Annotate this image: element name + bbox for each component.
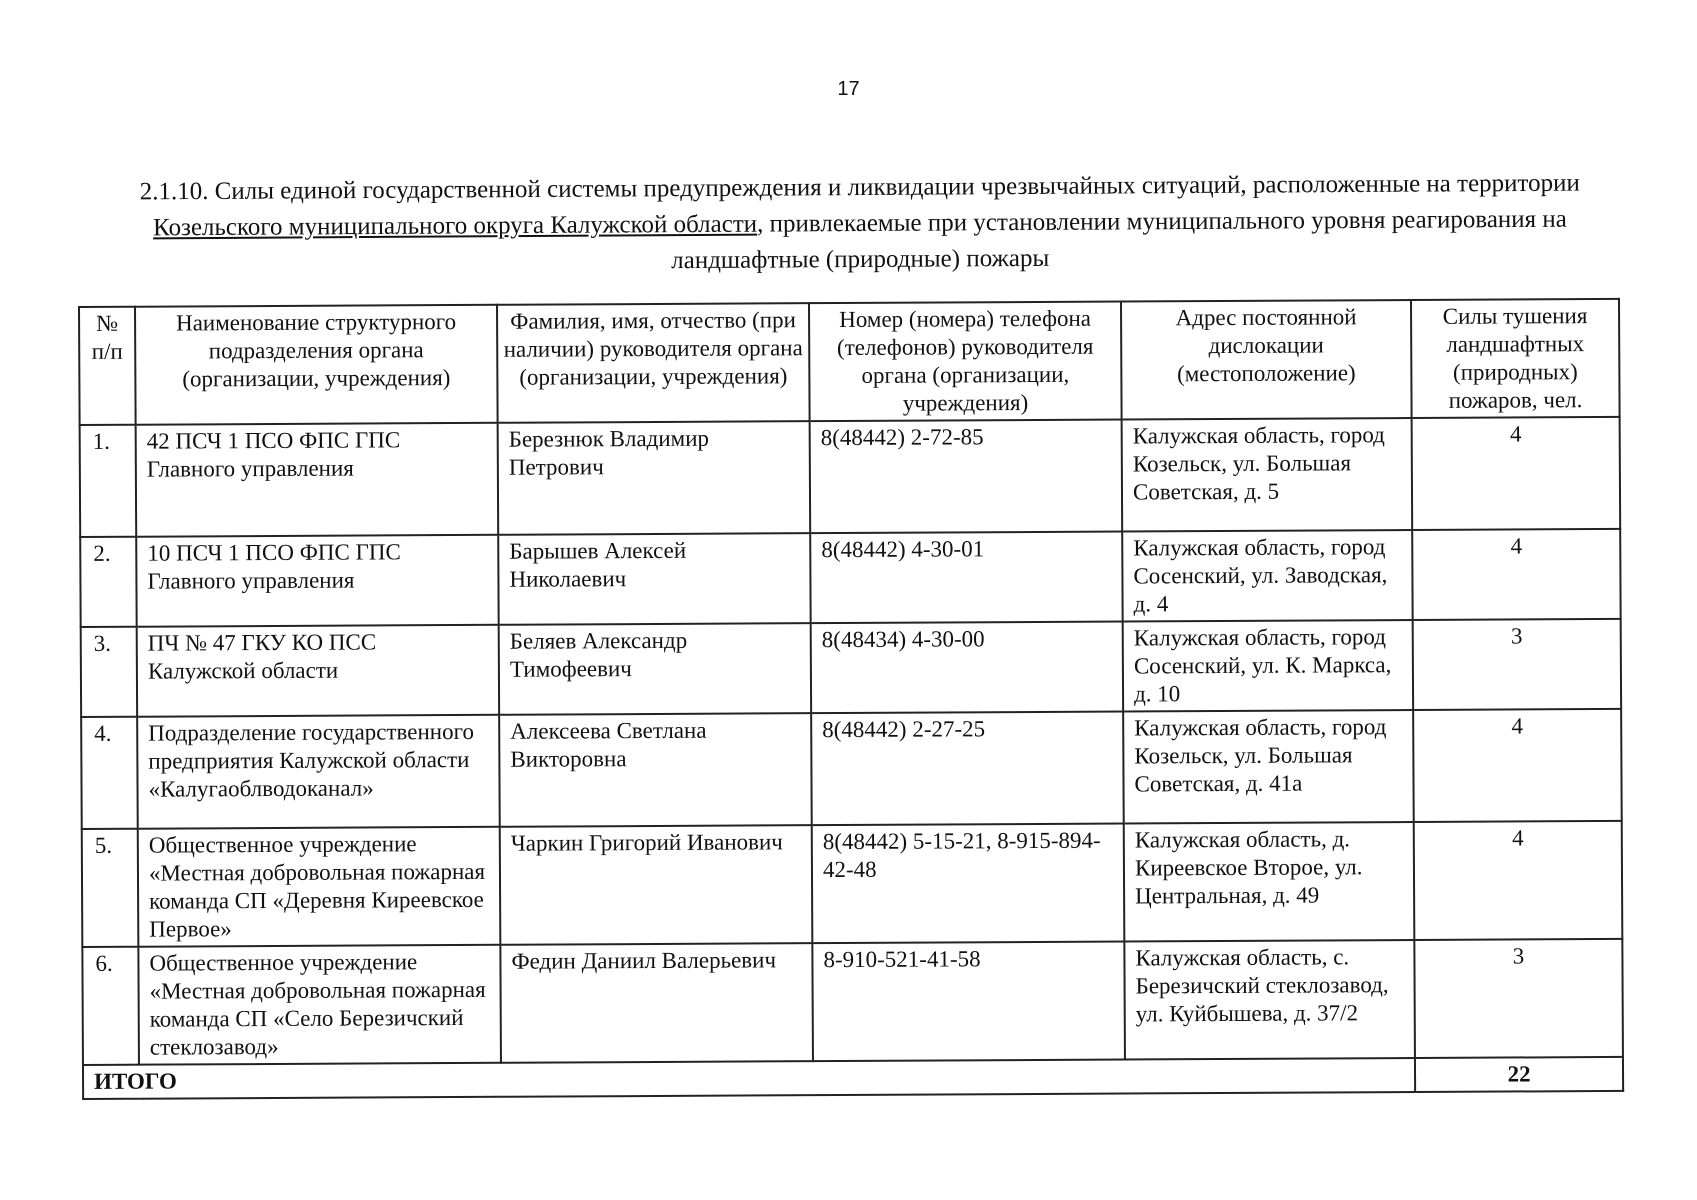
table-row [80, 417, 1621, 537]
page-number: 17 [837, 78, 860, 100]
cell-head: Барышев Алексей Николаевич [498, 533, 810, 625]
cell-phone: 8-910-521-41-58 [812, 942, 1125, 1062]
table-row [81, 619, 1621, 717]
cell-forces: 4 [1414, 821, 1623, 940]
cell-num: 3. [81, 627, 137, 717]
cell-address: Калужская область, город Сосенский, ул. Заводская, д. 4 [1122, 530, 1412, 622]
title-part-2: , привлекаемые при установлении муниципального уровня реагирования на ландшафтные (природные) пожары [671, 205, 1567, 275]
cell-num: 4. [81, 717, 138, 829]
title-underlined: Козельского муниципального округа Калужской области [153, 210, 758, 242]
cell-head: Чаркин Григорий Иванович [500, 825, 813, 945]
cell-num: 2. [80, 537, 136, 627]
table-row [82, 821, 1623, 947]
cell-name: Общественное учреждение «Местная добровольная пожарная команда СП «Село Березичский стеклозавод» [138, 945, 501, 1065]
table-row [82, 939, 1623, 1065]
cell-address: Калужская область, город Козельск, ул. Большая Советская, д. 41а [1123, 710, 1414, 824]
cell-forces: 4 [1412, 529, 1620, 620]
cell-head: Алексеева Светлана Викторовна [499, 713, 812, 827]
cell-address: Калужская область, с. Березичский стеклозавод, ул. Куйбышева, д. 37/2 [1124, 940, 1415, 1060]
cell-phone: 8(48442) 4-30-01 [810, 532, 1122, 624]
cell-phone: 8(48442) 2-72-85 [810, 420, 1123, 534]
cell-phone: 8(48434) 4-30-00 [811, 622, 1123, 714]
header-phone: Номер (номера) телефона (телефонов) руководителя органа (организации, учреждения) [809, 302, 1122, 422]
header-address: Адрес постоянной дислокации (местоположение) [1121, 300, 1412, 420]
header-forces: Силы тушения ландшафтных (природных) пожаров, чел. [1411, 299, 1620, 418]
forces-table [78, 298, 1624, 1100]
cell-address: Калужская область, д. Киреевское Второе, ул. Центральная, д. 49 [1124, 822, 1415, 942]
cell-name: 10 ПСЧ 1 ПСО ФПС ГПС Главного управления [136, 535, 498, 627]
section-title [110, 165, 1611, 282]
table-row [81, 709, 1622, 829]
title-part-1: 2.1.10. Силы единой государственной системы предупреждения и ликвидации чрезвычайных ситуаций, расположенные на территории [139, 169, 1580, 206]
cell-phone: 8(48442) 2-27-25 [811, 712, 1124, 826]
header-head: Фамилия, имя, отчество (при наличии) руководителя органа (организации, учреждения) [497, 303, 810, 423]
cell-forces: 3 [1414, 939, 1623, 1058]
cell-forces: 3 [1413, 619, 1621, 710]
forces-table-wrapper [78, 298, 1622, 1100]
cell-name: ПЧ № 47 ГКУ КО ПСС Калужской области [137, 625, 499, 717]
header-name: Наименование структурного подразделения органа (организации, учреждения) [135, 305, 498, 425]
cell-name: 42 ПСЧ 1 ПСО ФПС ГПС Главного управления [136, 423, 499, 537]
total-row [83, 1057, 1623, 1099]
header-num: № п/п [79, 307, 136, 425]
cell-head: Березнюк Владимир Петрович [498, 421, 811, 535]
cell-phone: 8(48442) 5-15-21, 8-915-894-42-48 [812, 824, 1125, 944]
cell-head: Беляев Александр Тимофеевич [499, 623, 811, 715]
cell-address: Калужская область, город Сосенский, ул. К. Маркса, д. 10 [1123, 620, 1413, 712]
cell-num: 6. [82, 947, 139, 1065]
table-row [80, 529, 1620, 627]
cell-num: 1. [80, 425, 137, 537]
cell-forces: 4 [1413, 709, 1622, 822]
cell-address: Калужская область, город Козельск, ул. Большая Советская, д. 5 [1122, 418, 1413, 532]
cell-name: Общественное учреждение «Местная добровольная пожарная команда СП «Деревня Киреевское Первое» [138, 827, 501, 947]
total-label: ИТОГО [83, 1058, 1415, 1099]
total-value: 22 [1415, 1057, 1623, 1092]
cell-num: 5. [82, 829, 139, 947]
table-header-row [79, 299, 1620, 425]
cell-head: Федин Даниил Валерьевич [500, 943, 813, 1063]
cell-forces: 4 [1412, 417, 1621, 530]
cell-name: Подразделение государственного предприятия Калужской области «Калугаоблводоканал» [137, 715, 500, 829]
